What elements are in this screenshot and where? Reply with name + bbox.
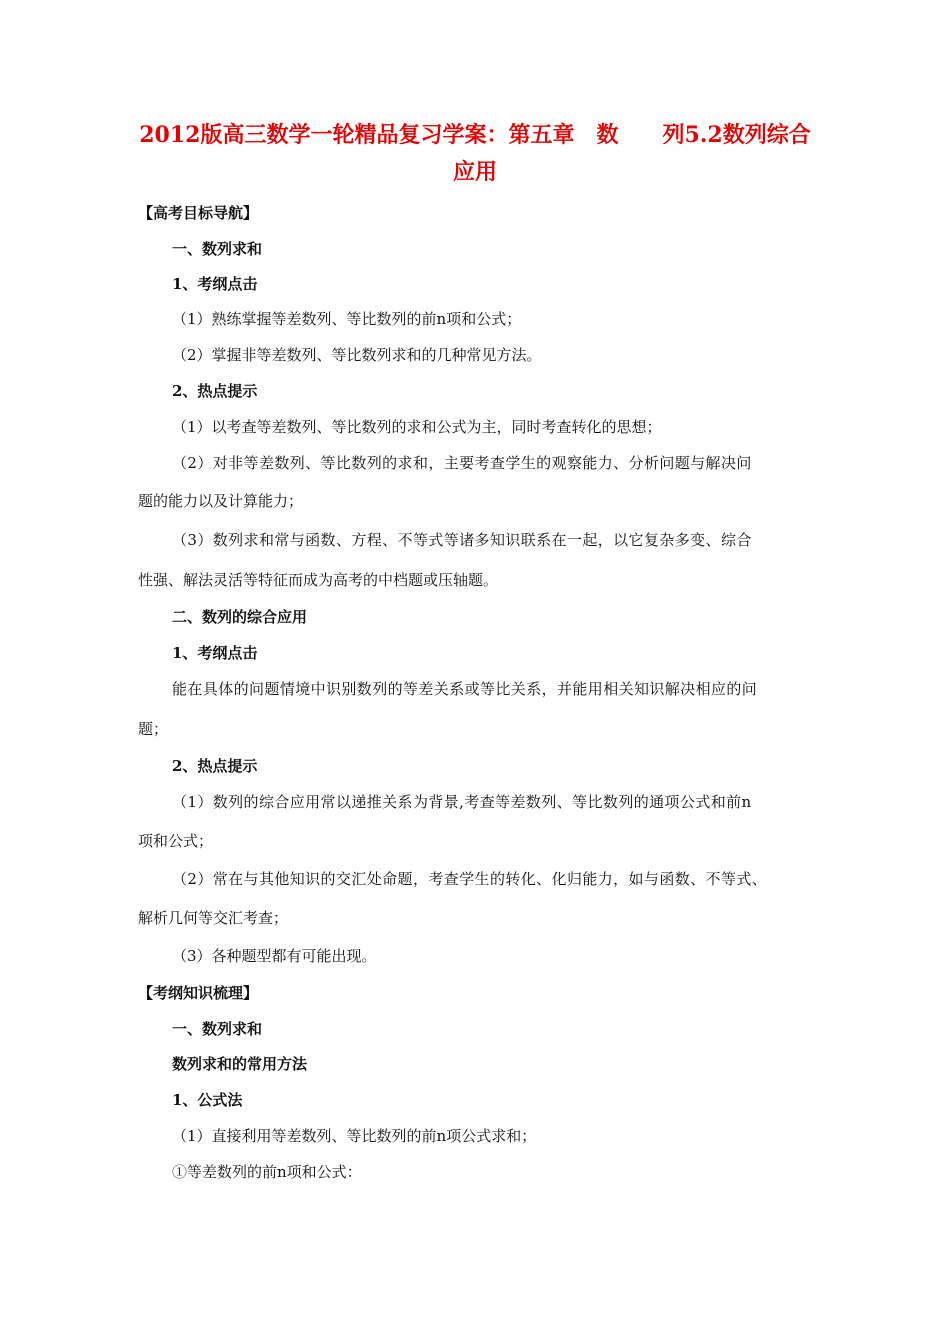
section-heading-goal-nav: 【高考目标导航】 <box>138 204 259 222</box>
paragraph-line: （1）以考查等差数列、等比数列的求和公式为主，同时考查转化的思想； <box>172 418 662 436</box>
paragraph-line: （3）数列求和常与函数、方程、不等式等诸多知识联系在一起，以它复杂多变、综合 <box>172 531 752 549</box>
paragraph-line: 题的能力以及计算能力； <box>138 492 304 510</box>
heading-comprehensive-application: 二、数列的综合应用 <box>172 608 308 626</box>
paragraph-line: 能在具体的问题情境中识别数列的等差关系或等比关系，并能用相关知识解决相应的问 <box>172 680 758 698</box>
subheading-formula-method: 1、公式法 <box>172 1091 243 1109</box>
heading-sum-of-sequence-2: 一、数列求和 <box>172 1020 263 1038</box>
document-title-line-2: 应用 <box>452 159 497 185</box>
paragraph-line: ①等差数列的前n项和公式： <box>172 1163 362 1181</box>
paragraph-line: 题； <box>138 720 169 738</box>
paragraph-line: （2）常在与其他知识的交汇处命题，考查学生的转化、化归能力，如与函数、不等式、 <box>172 870 768 888</box>
subheading-syllabus-points: 1、考纲点击 <box>172 275 258 293</box>
paragraph-line: （1）熟练掌握等差数列、等比数列的前n项和公式； <box>172 310 522 328</box>
paragraph-line: （2）对非等差数列、等比数列的求和，主要考查学生的观察能力、分析问题与解决问 <box>172 454 752 472</box>
heading-common-methods: 数列求和的常用方法 <box>172 1055 308 1073</box>
paragraph-line: （1）直接利用等差数列、等比数列的前n项公式求和； <box>172 1127 537 1145</box>
document-title-line-1: 2012版高三数学一轮精品复习学案：第五章 数 列5.2数列综合 <box>139 122 811 148</box>
paragraph-line: （1）数列的综合应用常以递推关系为背景,考查等差数列、等比数列的通项公式和前n <box>172 793 752 811</box>
heading-sum-of-sequence: 一、数列求和 <box>172 240 263 258</box>
paragraph-line: 性强、解法灵活等特征而成为高考的中档题或压轴题。 <box>138 571 499 589</box>
section-heading-knowledge: 【考纲知识梳理】 <box>138 984 259 1002</box>
paragraph-line: （2）掌握非等差数列、等比数列求和的几种常见方法。 <box>172 346 542 364</box>
subheading-hot-tips: 2、热点提示 <box>172 757 258 775</box>
subheading-hot-tips: 2、热点提示 <box>172 382 258 400</box>
paragraph-line: 解析几何等交汇考查； <box>138 909 289 927</box>
paragraph-line: （3）各种题型都有可能出现。 <box>172 947 377 965</box>
subheading-syllabus-points: 1、考纲点击 <box>172 644 258 662</box>
paragraph-line: 项和公式； <box>138 832 214 850</box>
